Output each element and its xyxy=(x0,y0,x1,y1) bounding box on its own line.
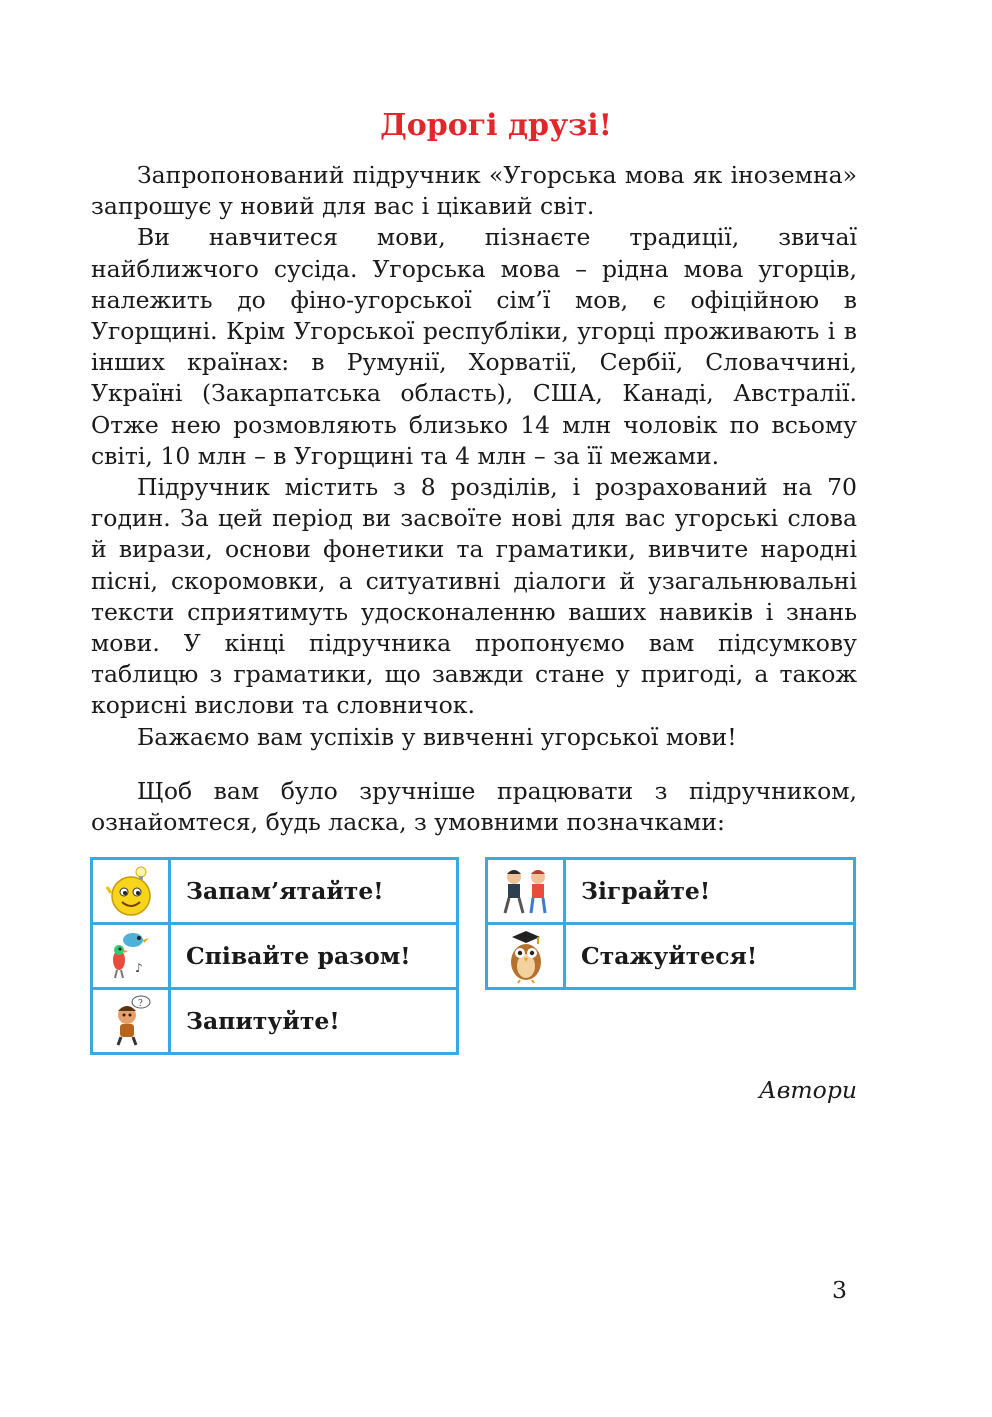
legend-icon-cell xyxy=(92,989,170,1054)
legend-icon-cell xyxy=(92,924,170,989)
authors-signature: Автори xyxy=(758,1076,857,1104)
legend-label: Зіграйте! xyxy=(565,859,855,924)
legend-icon-cell xyxy=(487,859,565,924)
smiley-lightbulb-icon xyxy=(103,863,159,919)
intro-paragraph-4: Бажаємо вам успіхів у вивченні угорської мови! xyxy=(137,722,737,751)
legend-row xyxy=(92,989,458,1054)
legend-label: Стажуйтеся! xyxy=(565,924,855,989)
legend-table-left xyxy=(90,857,459,1055)
legend-icon-cell xyxy=(92,859,170,924)
legend-row xyxy=(487,924,855,989)
intro-paragraph-3: Підручник містить з 8 розділів, і розрахований на 70 годин. За цей період ви засвоїте нові для вас угорські слова й вирази, основи фонетики та граматики, вивчите народні пісні, скоромовки, а ситуативні діалоги й узагальнювальні тексти сприятимуть удосконаленню ваших навиків і знань мови. У кінці підручника пропонуємо вам підсумкову таблицю з граматики, що завжди стане у пригоді, а також корисні вислови та словничок. xyxy=(91,473,857,720)
legend-row xyxy=(92,924,458,989)
legend-label: Співайте разом! xyxy=(170,924,458,989)
playing-kids-icon xyxy=(496,863,556,919)
legend-label: Запитуйте! xyxy=(170,989,458,1054)
legend-label: Запам’ятайте! xyxy=(170,859,458,924)
intro-paragraph-1: Запропонований підручник «Угорська мова як іноземна» запрошує у новий для вас і цікавий світ. xyxy=(91,161,857,221)
singing-birds-icon xyxy=(103,928,159,984)
legend-icon-cell xyxy=(487,924,565,989)
howto-paragraph: Щоб вам було зручніше працювати з підручником, ознайомтеся, будь ласка, з умовними позначками: xyxy=(91,777,857,837)
howto-text xyxy=(91,776,857,838)
svg-text:?: ? xyxy=(137,999,143,1009)
asking-kid-icon xyxy=(103,993,159,1049)
legend-table-right xyxy=(485,857,856,990)
page-number: 3 xyxy=(832,1276,847,1304)
intro-text xyxy=(91,160,857,753)
page-title: Дорогі друзі! xyxy=(380,108,612,143)
legend-row xyxy=(92,859,458,924)
intro-paragraph-2: Ви навчитеся мови, пізнаєте традиції, звичаї найближчого сусіда. Угорська мова – рідна мова угорців, належить до фіно-угорської сім’ї мов, є офіційною в Угорщині. Крім Угорської республіки, угорці проживають і в інших країнах: в Румунії, Хорватії, Сербії, Словаччині, Україні (Закарпатська область), США, Канаді, Австралії. Отже нею розмовляють близько 14 млн чоловік по всьому світі, 10 млн – в Угорщині та 4 млн – за її межами. xyxy=(91,223,857,470)
svg-text:♪: ♪ xyxy=(134,961,143,975)
legend-row xyxy=(487,859,855,924)
owl-graduate-icon xyxy=(498,928,554,984)
